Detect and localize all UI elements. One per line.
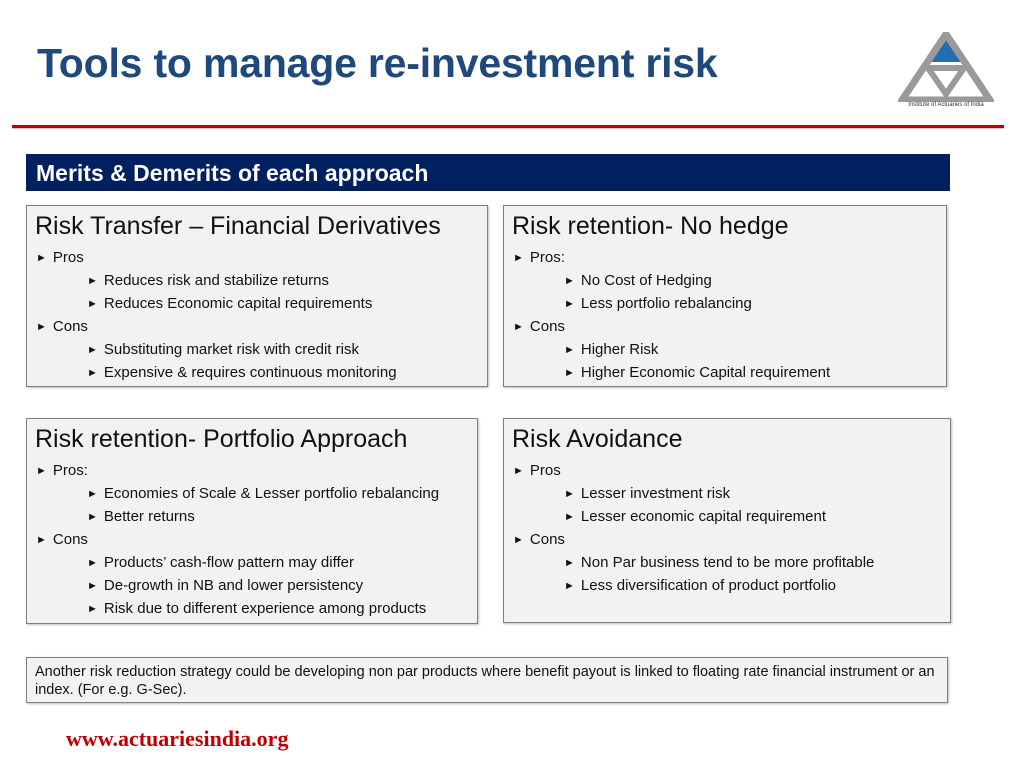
pros-item: ► Economies of Scale & Lesser portfolio rebalancing <box>87 485 440 502</box>
cons-heading: ► Cons <box>513 531 565 548</box>
bullet-arrow-icon: ► <box>564 511 575 523</box>
cons-heading: ► Cons <box>36 531 88 548</box>
institute-logo <box>898 32 994 112</box>
bullet-arrow-icon: ► <box>87 603 98 615</box>
box-title: Risk retention- Portfolio Approach <box>35 425 408 453</box>
pros-item: ► Less portfolio rebalancing <box>564 295 752 312</box>
pros-item: ► Better returns <box>87 508 195 525</box>
bullet-arrow-icon: ► <box>87 511 98 523</box>
bullet-arrow-icon: ► <box>87 367 98 379</box>
pros-heading: ► Pros: <box>36 462 88 479</box>
pros-heading: ► Pros <box>36 249 84 266</box>
box-title: Risk Avoidance <box>512 425 683 453</box>
cons-item: ► Expensive & requires continuous monitoring <box>87 364 397 381</box>
cons-item: ► Non Par business tend to be more profitable <box>564 554 875 571</box>
box-title: Risk Transfer – Financial Derivatives <box>35 212 441 240</box>
pros-item: ► No Cost of Hedging <box>564 272 712 289</box>
bullet-arrow-icon: ► <box>36 321 47 333</box>
bullet-arrow-icon: ► <box>87 298 98 310</box>
bullet-arrow-icon: ► <box>513 534 524 546</box>
pros-item: ► Lesser economic capital requirement <box>564 508 827 525</box>
logo-triangle-icon <box>898 32 994 102</box>
cons-heading: ► Cons <box>513 318 565 335</box>
approach-box-risk-avoidance <box>503 418 951 623</box>
bullet-arrow-icon: ► <box>564 275 575 287</box>
bullet-arrow-icon: ► <box>87 580 98 592</box>
box-title: Risk retention- No hedge <box>512 212 789 240</box>
strategy-note-text: Another risk reduction strategy could be developing non par products where benefit payout is linked to floating rate financial instrument or an index. (For e.g. G-Sec). <box>35 664 935 698</box>
strategy-note <box>26 657 948 703</box>
approach-box-no-hedge <box>503 205 947 387</box>
page-title: Tools to manage re-investment risk <box>37 40 718 86</box>
bullet-arrow-icon: ► <box>513 465 524 477</box>
cons-item: ► Risk due to different experience among products <box>87 600 427 617</box>
pros-heading: ► Pros: <box>513 249 565 266</box>
cons-item: ► De-growth in NB and lower persistency <box>87 577 364 594</box>
bullet-arrow-icon: ► <box>564 580 575 592</box>
bullet-arrow-icon: ► <box>564 344 575 356</box>
bullet-arrow-icon: ► <box>87 275 98 287</box>
bullet-arrow-icon: ► <box>513 321 524 333</box>
section-banner <box>26 154 950 191</box>
pros-item: ► Lesser investment risk <box>564 485 731 502</box>
cons-item: ► Higher Risk <box>564 341 659 358</box>
bullet-arrow-icon: ► <box>564 367 575 379</box>
pros-item: ► Reduces Economic capital requirements <box>87 295 373 312</box>
cons-item: ► Products’ cash-flow pattern may differ <box>87 554 354 571</box>
bullet-arrow-icon: ► <box>564 488 575 500</box>
header-divider <box>12 125 1004 128</box>
bullet-arrow-icon: ► <box>87 344 98 356</box>
cons-heading: ► Cons <box>36 318 88 335</box>
bullet-arrow-icon: ► <box>564 298 575 310</box>
approach-box-portfolio <box>26 418 478 624</box>
logo-caption: Institute of Actuaries of India <box>908 102 984 108</box>
bullet-arrow-icon: ► <box>87 488 98 500</box>
bullet-arrow-icon: ► <box>87 557 98 569</box>
cons-item: ► Higher Economic Capital requirement <box>564 364 831 381</box>
bullet-arrow-icon: ► <box>36 534 47 546</box>
bullet-arrow-icon: ► <box>36 465 47 477</box>
bullet-arrow-icon: ► <box>564 557 575 569</box>
section-banner-label: Merits & Demerits of each approach <box>36 160 429 186</box>
approach-box-risk-transfer <box>26 205 488 387</box>
bullet-arrow-icon: ► <box>513 252 524 264</box>
pros-heading: ► Pros <box>513 462 561 479</box>
cons-item: ► Less diversification of product portfolio <box>564 577 837 594</box>
website-link[interactable]: www.actuariesindia.org <box>66 726 289 751</box>
pros-item: ► Reduces risk and stabilize returns <box>87 272 329 289</box>
bullet-arrow-icon: ► <box>36 252 47 264</box>
cons-item: ► Substituting market risk with credit risk <box>87 341 359 358</box>
